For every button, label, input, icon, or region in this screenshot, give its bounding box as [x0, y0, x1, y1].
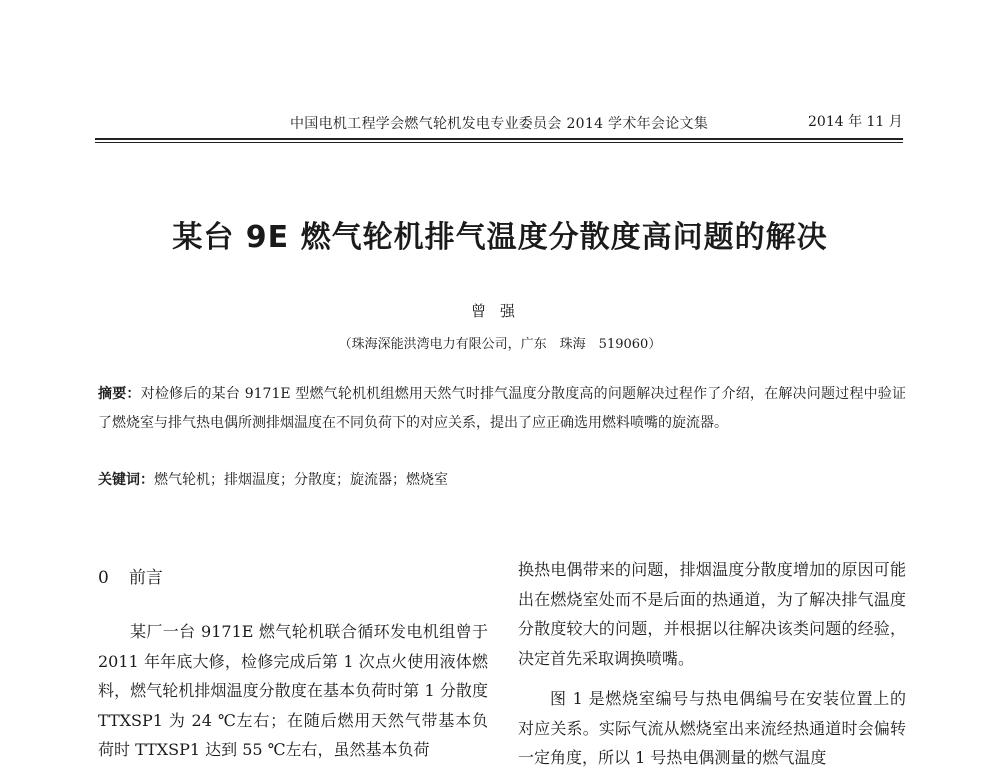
header-rule-thin [95, 142, 903, 143]
body-column-left [98, 617, 488, 765]
body-paragraph: 某厂一台 9171E 燃气轮机联合循环发电机组曾于 2011 年年底大修，检修完成后第 1 次点火使用液体燃料，燃气轮机排烟温度分散度在基本负荷时第 1 分散度 TTXSP1 为 24 ℃左右；在随后燃用天然气带基本负荷时 TTXSP1 达到 55 ℃左右，虽然基本负荷 [98, 622, 488, 759]
abstract [98, 380, 906, 438]
keywords-text: 燃气轮机；排烟温度；分散度；旋流器；燃烧室 [154, 472, 448, 488]
publication-date: 2014 年 11 月 [808, 114, 903, 130]
keywords-label: 关键词： [98, 472, 154, 488]
author-name: 曾强 [470, 302, 529, 320]
abstract-text: 对检修后的某台 9171E 型燃气轮机机组燃用天然气时排气温度分散度高的问题解决过程作了介绍，在解决问题过程中验证了燃烧室与排气热电偶所测排烟温度在不同负荷下的对应关系，提出了应正确选用燃料喷嘴的旋流器。 [98, 386, 906, 431]
section-number: 0 [98, 568, 109, 588]
paper-title: 某台 9E 燃气轮机排气温度分散度高问题的解决 [172, 220, 828, 255]
header-rule [95, 138, 903, 140]
body-paragraph: 图 1 是燃烧室编号与热电偶编号在安装位置上的对应关系。实际气流从燃烧室出来流经热通道时会偏转一定角度，所以 1 号热电偶测量的燃气温度 [518, 689, 906, 767]
body-column-right [518, 555, 906, 773]
author-affiliation: （珠海深能洪湾电力有限公司，广东 珠海 519060） [338, 337, 662, 352]
body-paragraph: 换热电偶带来的问题，排烟温度分散度增加的原因可能出在燃烧室处而不是后面的热通道，为了解决排气温度分散度较大的问题，并根据以往解决该类问题的经验，决定首先采取调换喷嘴。 [518, 560, 906, 668]
section-title: 前言 [128, 568, 163, 588]
keywords [98, 466, 906, 495]
abstract-label: 摘要： [98, 386, 141, 402]
section-heading [98, 563, 163, 588]
journal-header: 中国电机工程学会燃气轮机发电专业委员会 2014 学术年会论文集 [290, 116, 709, 132]
